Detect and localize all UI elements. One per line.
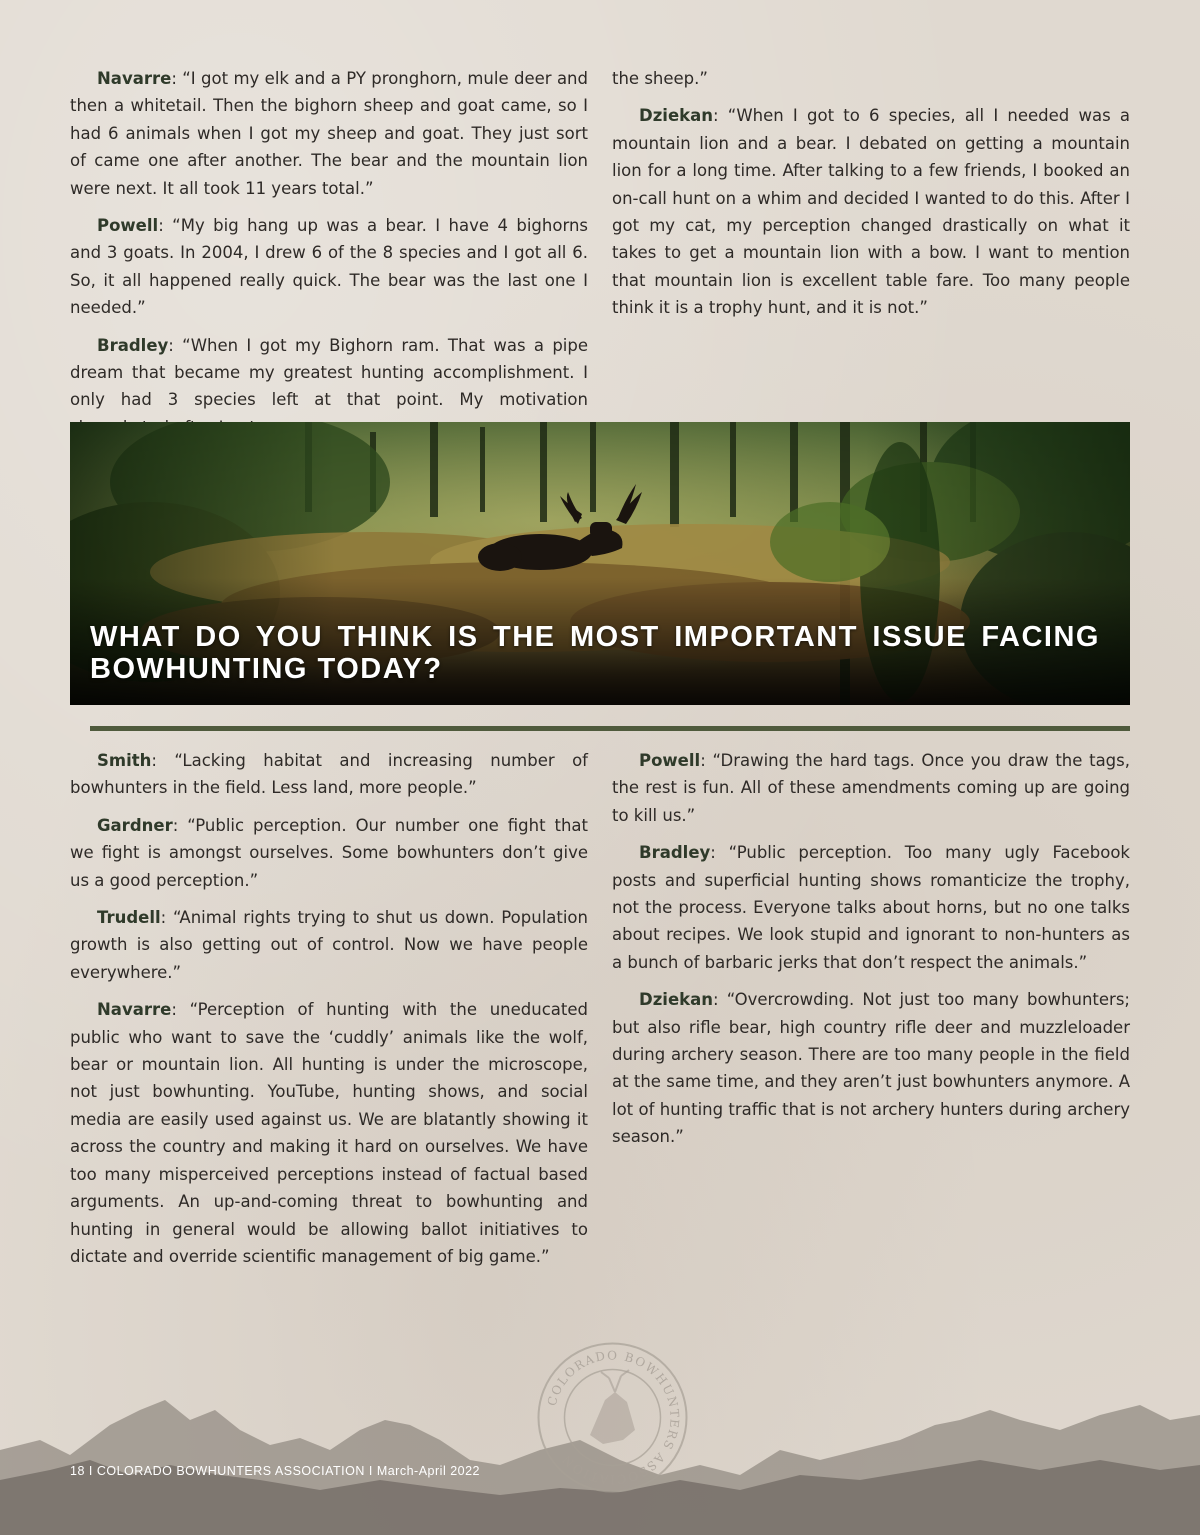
quote-text: : “Drawing the hard tags. Once you draw the tags, the rest is fun. All of these amendments coming up are going to kill us.” — [612, 751, 1130, 825]
quote-paragraph — [612, 747, 1130, 829]
speaker-name: Gardner — [97, 815, 173, 835]
speaker-name: Bradley — [639, 843, 711, 863]
section-divider — [90, 726, 1130, 731]
bottom-right-column — [612, 747, 1130, 1161]
quote-paragraph — [70, 747, 588, 802]
quote-text: : “Overcrowding. Not just too many bowhunters; but also rifle bear, high country rifle deer and muzzleloader during archery season. There are too many people in the field at the same time, and they aren’t just bowhunters anymore. A lot of hunting traffic that is not archery hunters during archery season.” — [612, 990, 1130, 1147]
page-footer: 18 I COLORADO BOWHUNTERS ASSOCIATION I March-April 2022 — [70, 1464, 480, 1478]
speaker-name: Dziekan — [639, 106, 714, 126]
quote-paragraph — [612, 102, 1130, 321]
quote-paragraph — [70, 65, 588, 202]
speaker-name: Smith — [97, 751, 152, 770]
quote-paragraph — [612, 986, 1130, 1150]
quote-paragraph — [70, 904, 588, 986]
speaker-name: Dziekan — [639, 990, 714, 1010]
association-seal-logo — [535, 1340, 690, 1495]
seal-text: COLORADO BOWHUNTERS ASSOCIATION — [544, 1348, 682, 1487]
speaker-name: Powell — [639, 751, 701, 770]
quote-text: : “Public perception. Too many ugly Facebook posts and superficial hunting shows romanticize the trophy, not the process. Everyone talks about horns, but no one talks about recipes. We look stupid and ignorant to non-hunters as a bunch of barbaric jerks that don’t respect the animals.” — [612, 843, 1130, 972]
top-left-column — [70, 65, 588, 451]
quote-text: : “Animal rights trying to shut us down. Population growth is also getting out of control. Now we have people everywhere.” — [70, 908, 588, 982]
quote-paragraph — [612, 839, 1130, 976]
quote-text: : “I got my elk and a PY pronghorn, mule deer and then a whitetail. Then the bighorn sheep and goat came, so I had 6 animals when I got my sheep and goat. They just sort of came one after another. The bear and the mountain lion were next. It all took 11 years total.” — [70, 69, 588, 198]
top-right-column — [612, 65, 1130, 332]
quote-text: : “When I got my Bighorn ram. That was a pipe dream that became my greatest hunting accomplishment. I only had 3 species left at that point. My motivation — [70, 335, 588, 410]
speaker-name: Trudell — [97, 908, 161, 928]
elk-emblem-icon — [590, 1392, 635, 1444]
quote-text: : “Perception of hunting with the uneducated public who want to save the ‘cuddly’ animals like the wolf, bear or mountain lion. All hunting is under the microscope, not just bowhunting. YouTube, hunting shows, and social media are easily used against us. We are blatantly showing it across the country and making it hard on ourselves. We have too many misperceived perceptions instead of factual based arguments. An up-and-coming threat to bowhunting and hunting in general would be allowing ballot initiatives to dictate and override scientific management of big game.” — [70, 1000, 588, 1266]
speaker-name: Navarre — [97, 69, 172, 88]
moose-photo-banner — [70, 422, 1130, 705]
speaker-name: Powell — [97, 216, 159, 236]
bottom-left-column — [70, 747, 588, 1280]
quote-text: : “My big hang up was a bear. I have 4 bighorns and 3 goats. In 2004, I drew 6 of the 8 species and I got all 6. So, it all happened really quick. The bear was the last one I needed.” — [70, 216, 588, 318]
quote-text: : “Public perception. Our number one fight that we fight is amongst ourselves. Some bowhunters don’t give us a good perception.” — [70, 815, 588, 890]
quote-paragraph — [70, 212, 588, 322]
quote-paragraph — [70, 996, 588, 1270]
continued-text: the sheep.” — [612, 69, 708, 88]
speaker-name: Navarre — [97, 1000, 172, 1020]
section-heading: WHAT DO YOU THINK IS THE MOST IMPORTANT ISSUE FACING BOWHUNTING TODAY? — [90, 621, 1100, 685]
quote-text: : “When I got to 6 species, all I needed was a mountain lion and a bear. I debated on getting a mountain lion for a long time. After talking to a few friends, I booked an on-call hunt on a whim and decided I wanted to do this. After I got my cat, my perception changed drastically on what it takes to get a mountain lion with a bow. I want to mention that mountain lion is excellent table fare. Too many people think it is a trophy hunt, and it is not.” — [612, 106, 1130, 318]
speaker-name: Bradley — [97, 335, 169, 355]
quote-text: : “Lacking habitat and increasing number of bowhunters in the field. Less land, more people.” — [70, 751, 588, 798]
quote-paragraph — [70, 812, 588, 894]
